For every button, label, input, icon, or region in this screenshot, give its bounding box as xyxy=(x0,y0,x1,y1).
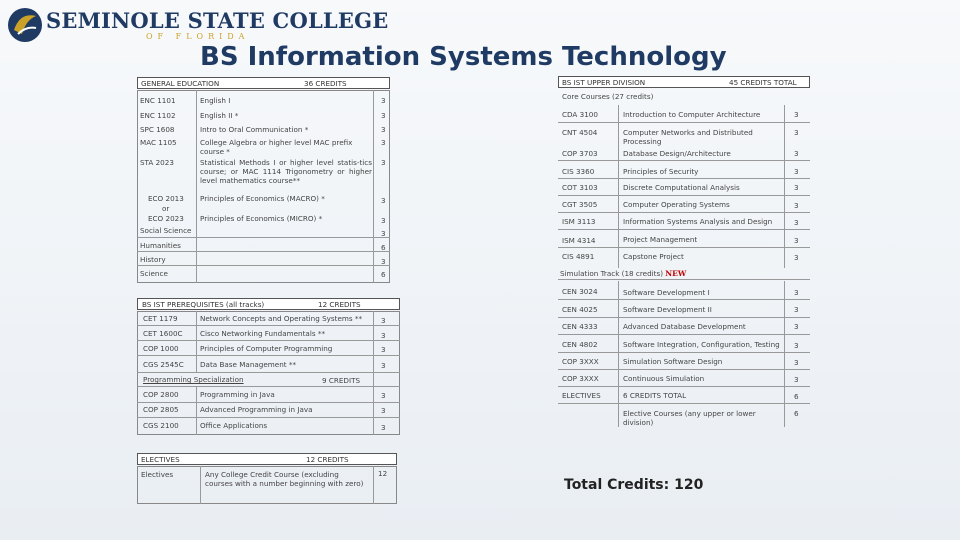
course-name: Advanced Programming in Java xyxy=(200,405,313,414)
course-credits: 6 xyxy=(794,392,799,401)
course-name: Information Systems Analysis and Design xyxy=(623,217,773,226)
core-courses-label: Core Courses (27 credits) xyxy=(562,92,654,101)
course-code: COT 3103 xyxy=(562,183,598,192)
course-code: CGS 2100 xyxy=(143,421,179,430)
course-credits: 3 xyxy=(794,149,799,158)
course-name: Data Base Management ** xyxy=(200,360,297,369)
course-name: Discrete Computational Analysis xyxy=(623,183,740,192)
course-name: Simulation Software Design xyxy=(623,357,723,366)
course-credits: 3 xyxy=(794,167,799,176)
course-code: MAC 1105 xyxy=(140,138,177,147)
gen-ed-header-bar xyxy=(137,77,390,89)
electives-label: Electives xyxy=(141,470,174,479)
page-title: BS Information Systems Technology xyxy=(200,42,727,72)
electives-description: Any College Credit Course (excluding courses with a number beginning with zero) xyxy=(205,470,364,488)
course-credits: 3 xyxy=(381,391,386,400)
course-name: Database Design/Architecture xyxy=(623,149,731,158)
course-code: CGS 2545C xyxy=(143,360,184,369)
course-code: History xyxy=(140,255,166,264)
course-code: COP 3703 xyxy=(562,149,598,158)
college-logo xyxy=(6,6,389,44)
simulation-track-label xyxy=(560,269,686,278)
electives-credits: 12 CREDITS xyxy=(306,455,349,464)
course-name: Principles of Computer Programming xyxy=(200,344,333,353)
course-credits: 3 xyxy=(794,236,799,245)
course-credits: 3 xyxy=(381,361,386,370)
course-credits: 3 xyxy=(794,341,799,350)
logo-college-name: SEMINOLE STATE COLLEGE xyxy=(46,8,389,33)
course-credits: 3 xyxy=(381,196,386,205)
course-code: COP 2805 xyxy=(143,405,179,414)
course-code: CDA 3100 xyxy=(562,110,598,119)
course-code: COP 1000 xyxy=(143,344,179,353)
prereq-header: BS IST PREREQUISITES (all tracks) xyxy=(142,300,265,309)
course-credits: 3 xyxy=(381,158,386,167)
course-credits: 6 xyxy=(381,270,386,279)
electives-header-bar xyxy=(137,453,397,465)
course-credits: 3 xyxy=(381,257,386,266)
course-code: COP 2800 xyxy=(143,390,179,399)
course-code: ISM 4314 xyxy=(562,236,596,245)
course-code: Science xyxy=(140,269,168,278)
course-code: Humanities xyxy=(140,241,181,250)
course-name: Network Concepts and Operating Systems ** xyxy=(200,314,363,323)
course-code: COP 3XXX xyxy=(562,357,599,366)
course-name: Continuous Simulation xyxy=(623,374,705,383)
course-name: English II * xyxy=(200,111,239,120)
course-credits: 3 xyxy=(381,345,386,354)
course-name: Software Development I xyxy=(623,288,710,297)
course-credits: 3 xyxy=(794,183,799,192)
course-code: CGT 3505 xyxy=(562,200,598,209)
course-credits: 3 xyxy=(794,218,799,227)
specialization-header xyxy=(143,375,244,384)
course-credits: 3 xyxy=(381,96,386,105)
course-credits: 3 xyxy=(381,138,386,147)
course-credits: 3 xyxy=(794,305,799,314)
course-name: Advanced Database Development xyxy=(623,322,746,331)
course-code: SPC 1608 xyxy=(140,125,175,134)
course-credits: 3 xyxy=(794,110,799,119)
course-credits: 3 xyxy=(381,316,386,325)
course-name: Elective Courses (any upper or lower division) xyxy=(623,409,756,427)
new-badge: NEW xyxy=(665,269,687,278)
course-code: CEN 3024 xyxy=(562,287,598,296)
specialization-title: Programming Specialization xyxy=(143,375,244,384)
course-code: ELECTIVES xyxy=(562,391,601,400)
course-credits: 3 xyxy=(794,375,799,384)
course-code: CNT 4504 xyxy=(562,128,598,137)
course-code: CET 1179 xyxy=(143,314,178,323)
gen-ed-credits: 36 CREDITS xyxy=(304,79,347,88)
course-code-or: or xyxy=(162,204,170,213)
course-name: Introduction to Computer Architecture xyxy=(623,110,761,119)
course-name: Principles of Security xyxy=(623,167,699,176)
prereq-header-bar xyxy=(137,298,400,310)
course-code: CIS 4891 xyxy=(562,252,595,261)
course-credits: 6 xyxy=(381,243,386,252)
course-credits: 3 xyxy=(381,125,386,134)
course-name: Software Integration, Configuration, Testing xyxy=(623,340,780,349)
course-code: Social Science xyxy=(140,226,192,235)
seminole-logo-icon xyxy=(6,6,44,44)
course-credits: 3 xyxy=(381,406,386,415)
course-name: Capstone Project xyxy=(623,252,684,261)
course-name: Cisco Networking Fundamentals ** xyxy=(200,329,326,338)
course-credits: 3 xyxy=(794,253,799,262)
course-code: CEN 4025 xyxy=(562,305,598,314)
course-name: Intro to Oral Communication * xyxy=(200,125,309,134)
course-name: English I xyxy=(200,96,231,105)
course-credits: 3 xyxy=(794,128,799,137)
course-name: Principles of Economics (MACRO) * xyxy=(200,194,325,203)
course-name: Programming in Java xyxy=(200,390,275,399)
simulation-track-title: Simulation Track (18 credits) xyxy=(560,269,663,278)
course-code: CEN 4802 xyxy=(562,340,598,349)
specialization-credits: 9 CREDITS xyxy=(322,376,361,385)
course-name: College Algebra or higher level MAC prefix course * xyxy=(200,138,353,156)
course-code: CEN 4333 xyxy=(562,322,598,331)
course-credits: 3 xyxy=(381,216,386,225)
course-name: Computer Operating Systems xyxy=(623,200,730,209)
total-credits: Total Credits: 120 xyxy=(564,477,704,493)
course-name: Principles of Economics (MICRO) * xyxy=(200,214,323,223)
gen-ed-header: GENERAL EDUCATION xyxy=(141,79,220,88)
prereq-credits: 12 CREDITS xyxy=(318,300,361,309)
course-name: 6 CREDITS TOTAL xyxy=(623,391,687,400)
course-code: ENC 1102 xyxy=(140,111,176,120)
course-name: Office Applications xyxy=(200,421,268,430)
course-credits: 3 xyxy=(381,229,386,238)
upper-credits: 45 CREDITS TOTAL xyxy=(729,78,797,87)
course-credits: 3 xyxy=(794,322,799,331)
upper-header-bar xyxy=(558,76,810,88)
course-name: Software Development II xyxy=(623,305,712,314)
course-code: ENC 1101 xyxy=(140,96,176,105)
course-code: CIS 3360 xyxy=(562,167,595,176)
course-name: Computer Networks and Distributed Processing xyxy=(623,128,753,146)
course-credits: 3 xyxy=(381,111,386,120)
upper-header: BS IST UPPER DIVISION xyxy=(562,78,646,87)
course-credits: 3 xyxy=(794,358,799,367)
course-credits: 3 xyxy=(381,331,386,340)
course-code: STA 2023 xyxy=(140,158,174,167)
course-code: ISM 3113 xyxy=(562,217,596,226)
course-credits: 3 xyxy=(794,201,799,210)
course-code: COP 3XXX xyxy=(562,374,599,383)
course-credits: 3 xyxy=(794,288,799,297)
course-credits: 3 xyxy=(381,423,386,432)
electives-credit-value: 12 xyxy=(378,469,388,478)
course-code: CET 1600C xyxy=(143,329,183,338)
electives-header: ELECTIVES xyxy=(141,455,180,464)
logo-state: OF FLORIDA xyxy=(146,32,250,41)
course-name: Project Management xyxy=(623,235,698,244)
course-code: ECO 2013 xyxy=(148,194,184,203)
course-name: Statistical Methods I or higher level statis-tics course; or MAC 1114 Trigonometry or higher level mathematics course** xyxy=(200,158,372,185)
course-credits: 6 xyxy=(794,409,799,418)
course-code: ECO 2023 xyxy=(148,214,184,223)
